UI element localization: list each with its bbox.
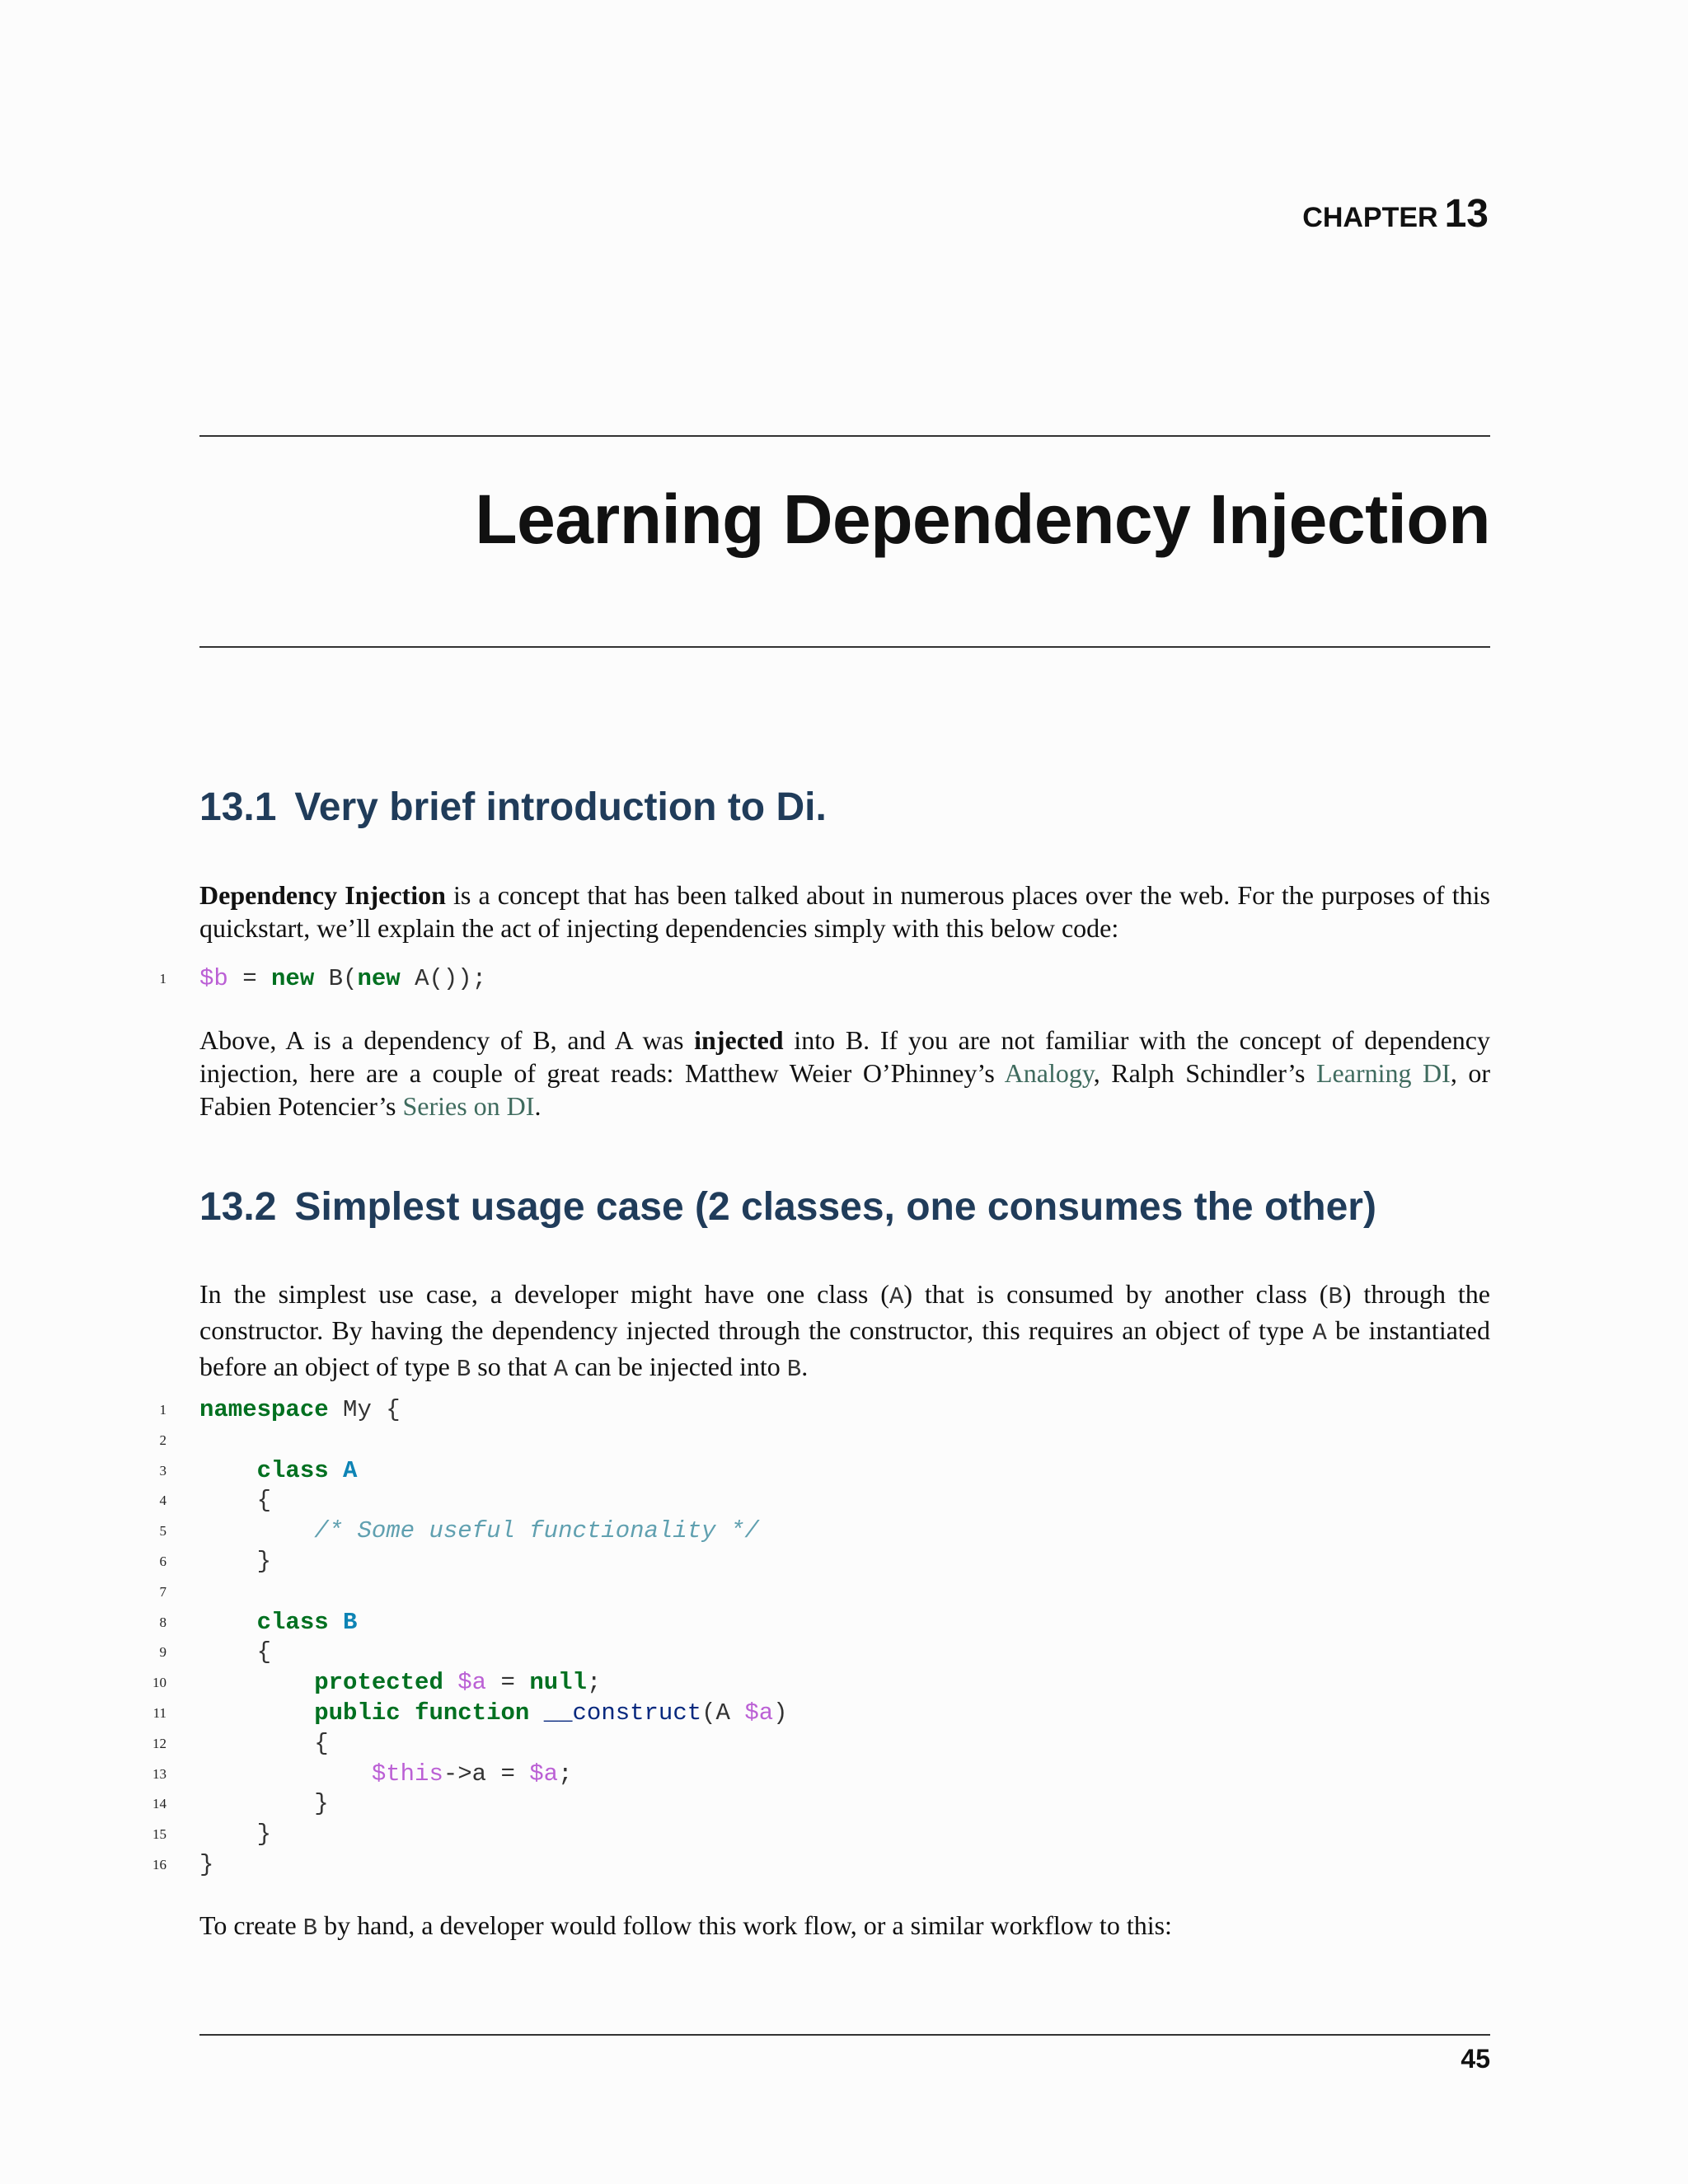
code-token: {: [199, 1487, 272, 1515]
code-token: $a: [529, 1760, 559, 1788]
code-token: new: [271, 965, 315, 992]
code-text: [199, 1699, 788, 1728]
code-line: [0, 1486, 1688, 1516]
code-text: [199, 1638, 271, 1667]
paragraph-text: into B. If you are not familiar with the concept of dependency injection, here are a couple of great reads: Matthew Weier O’Phinney’s: [199, 1025, 1491, 1088]
code-token: }: [199, 1851, 214, 1878]
code-token: [199, 1760, 372, 1788]
code-token: {: [199, 1729, 329, 1757]
code-text: [199, 1516, 759, 1546]
line-number: 14: [152, 1796, 166, 1812]
workflow-paragraph: [199, 1909, 1490, 1945]
chapter-number: 13: [1444, 192, 1489, 236]
code-line: [0, 1456, 1688, 1486]
paragraph-text: be instantiated before an object of type: [199, 1315, 1491, 1381]
section-title: Simplest usage case (2 classes, one consumes the other): [294, 1185, 1376, 1229]
code-line: [0, 1395, 1688, 1425]
line-number: 9: [159, 1644, 166, 1661]
code-line: [0, 1547, 1688, 1577]
paragraph-text: is a concept that has been talked about in numerous places over the web. For the purposes of this quickstart, we’ll explain the act of injecting dependencies simply with this below code:: [199, 880, 1491, 943]
line-number: 11: [152, 1705, 166, 1721]
inline-code: B: [1328, 1283, 1343, 1310]
code-token: class: [256, 1608, 329, 1636]
code-token: protected: [314, 1669, 443, 1697]
dependency-paragraph: [199, 1024, 1490, 1122]
code-text: [199, 1608, 357, 1638]
code-token: }: [199, 1548, 272, 1575]
code-line: [0, 1426, 1688, 1455]
code-token: B(: [314, 965, 358, 992]
line-number: 10: [152, 1675, 166, 1691]
code-line: [0, 1638, 1688, 1667]
code-text: [199, 1486, 271, 1516]
code-token: [529, 1699, 543, 1727]
code-text: [199, 1395, 401, 1425]
code-line: [0, 1729, 1688, 1759]
code-token: null: [529, 1669, 587, 1697]
paragraph-text: ) through the constructor. By having the dependency injected through the constructor, this requires an object of type: [199, 1279, 1491, 1345]
bold-term: injected: [694, 1025, 784, 1055]
code-token: [199, 1517, 314, 1544]
bold-term: Dependency Injection: [199, 880, 446, 910]
paragraph-text: , Ralph Schindler’s: [1093, 1058, 1316, 1088]
paragraph-text: To create: [199, 1910, 303, 1940]
code-token: A: [343, 1456, 358, 1484]
paragraph-text: In the simplest use case, a developer might have one class (: [199, 1279, 889, 1309]
code-token: function: [415, 1699, 530, 1727]
code-text: [199, 1456, 357, 1486]
inline-code: B: [302, 1915, 318, 1942]
line-number: 1: [159, 971, 166, 987]
paragraph-text: so that: [471, 1352, 554, 1381]
intro-paragraph: [199, 879, 1490, 944]
code-token: }: [199, 1821, 272, 1849]
code-token: ;: [558, 1760, 573, 1788]
code-token: namespace: [199, 1396, 329, 1423]
learning-di-link[interactable]: Learning DI: [1316, 1058, 1451, 1088]
section-number: 13.1: [199, 785, 277, 829]
code-token: [401, 1699, 415, 1727]
code-token: $this: [371, 1760, 443, 1788]
code-text: [199, 1729, 329, 1759]
code-token: }: [199, 1790, 329, 1818]
line-number: 16: [152, 1857, 166, 1872]
code-token: ;: [586, 1669, 602, 1697]
code-text: [199, 964, 486, 994]
code-token: [443, 1669, 457, 1696]
section-number: 13.2: [199, 1185, 277, 1229]
section-title: Very brief introduction to Di.: [294, 785, 827, 829]
line-number: 4: [159, 1493, 166, 1509]
code-token: class: [256, 1456, 329, 1484]
code-line: [0, 1850, 1688, 1880]
code-text: [199, 1547, 271, 1577]
code-token: =: [486, 1669, 530, 1697]
code-token: $b: [199, 965, 228, 992]
code-text: [199, 1789, 329, 1819]
analogy-link[interactable]: Analogy: [1004, 1058, 1094, 1088]
code-token: [199, 1669, 314, 1696]
code-token: [199, 1457, 257, 1484]
code-token: $a: [744, 1699, 774, 1727]
code-line: [0, 1699, 1688, 1728]
inline-code: A: [889, 1283, 904, 1310]
code-token: [199, 1609, 257, 1636]
line-number: 6: [159, 1554, 166, 1569]
code-token: A());: [400, 965, 487, 992]
paragraph-text: Above, A is a dependency of B, and A was: [199, 1025, 695, 1055]
chapter-title: Learning Dependency Injection: [475, 480, 1490, 558]
paragraph-text: , or Fabien Potencier’s: [199, 1058, 1491, 1121]
code-token: /* Some useful functionality */: [314, 1517, 759, 1545]
line-number: 3: [159, 1462, 166, 1479]
code-text: [199, 1850, 213, 1880]
code-token: __construct: [543, 1699, 702, 1727]
code-token: ): [773, 1699, 788, 1727]
section-heading-13-1: [199, 785, 827, 830]
code-token: (A: [701, 1699, 745, 1727]
inline-code: A: [1312, 1319, 1327, 1347]
code-line: [0, 1668, 1688, 1698]
code-text: [199, 1820, 271, 1849]
page-number: 45: [1461, 2044, 1490, 2074]
chapter-label: [1302, 191, 1489, 237]
code-token: public: [314, 1699, 401, 1727]
code-token: new: [357, 965, 401, 992]
title-bottom-rule: [199, 646, 1490, 648]
footer-rule: [199, 2034, 1490, 2036]
code-line: [0, 1820, 1688, 1849]
code-line: [0, 1577, 1688, 1607]
paragraph-text: .: [534, 1091, 542, 1121]
code-text: [199, 1760, 573, 1789]
series-on-di-link[interactable]: Series on DI: [402, 1091, 535, 1121]
code-line: [0, 964, 1688, 994]
line-number: 15: [152, 1826, 166, 1843]
inline-code: A: [553, 1356, 569, 1383]
inline-code: B: [786, 1356, 802, 1383]
line-number: 13: [152, 1765, 166, 1782]
paragraph-text: by hand, a developer would follow this work flow, or a similar workflow to this:: [317, 1910, 1172, 1940]
code-token: [329, 1609, 343, 1636]
code-line: [0, 1516, 1688, 1546]
line-number: 1: [159, 1402, 166, 1418]
code-line: [0, 1608, 1688, 1638]
chapter-word: CHAPTER: [1302, 202, 1438, 233]
code-token: [199, 1699, 314, 1727]
code-token: {: [199, 1638, 272, 1666]
title-top-rule: [199, 435, 1490, 437]
code-token: My {: [328, 1396, 401, 1423]
paragraph-text: .: [801, 1352, 809, 1381]
code-line: [0, 1760, 1688, 1789]
paragraph-text: ) that is consumed by another class (: [903, 1279, 1329, 1309]
code-token: =: [227, 965, 272, 992]
line-number: 12: [152, 1735, 166, 1751]
code-token: B: [343, 1608, 358, 1636]
code-token: [329, 1457, 343, 1484]
line-number: 2: [159, 1432, 166, 1448]
line-number: 7: [159, 1583, 166, 1600]
paragraph-text: can be injected into: [568, 1352, 787, 1381]
simplest-case-paragraph: [199, 1277, 1490, 1386]
code-text: [199, 1668, 601, 1698]
line-number: 8: [159, 1614, 166, 1630]
section-heading-13-2: [199, 1184, 1376, 1230]
inline-code: B: [456, 1356, 471, 1383]
code-line: [0, 1789, 1688, 1819]
line-number: 5: [159, 1523, 166, 1540]
code-token: ->a =: [443, 1760, 530, 1788]
code-token: $a: [457, 1669, 487, 1697]
